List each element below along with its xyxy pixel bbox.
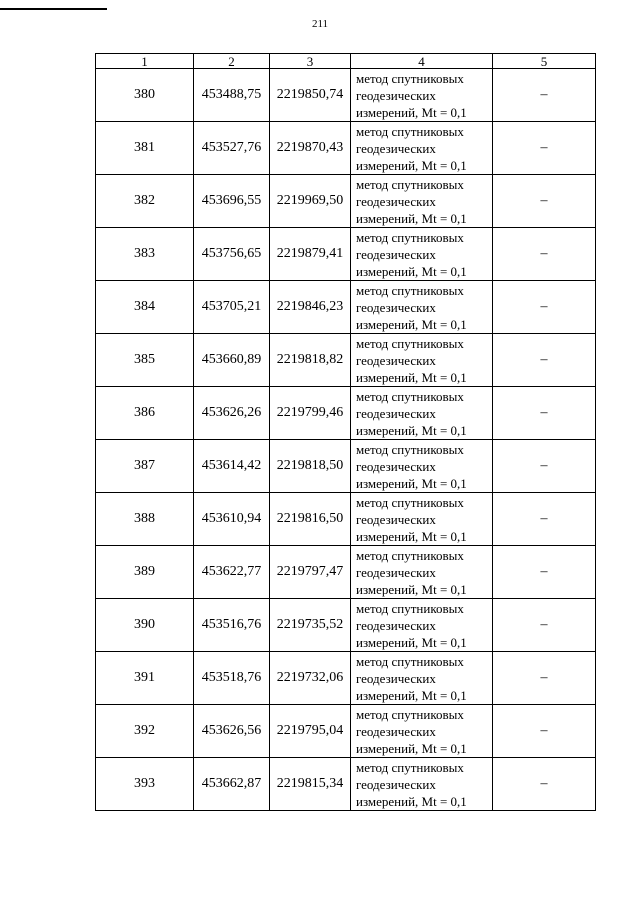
method-line: измерений, Mt = 0,1 <box>356 210 467 226</box>
method-line: геодезических <box>356 458 436 474</box>
y-coordinate-cell: 2219815,34 <box>270 758 351 811</box>
note-cell: – <box>493 334 596 387</box>
method-line: метод спутниковых <box>356 176 464 192</box>
method-cell <box>351 758 493 811</box>
header-row <box>96 54 596 69</box>
method-line: геодезических <box>356 511 436 527</box>
method-line: метод спутниковых <box>356 123 464 139</box>
y-coordinate-cell: 2219870,43 <box>270 122 351 175</box>
table-row <box>96 493 596 546</box>
method-line: метод спутниковых <box>356 494 464 510</box>
point-number-cell: 382 <box>96 175 194 228</box>
method-line: измерений, Mt = 0,1 <box>356 581 467 597</box>
note-cell: – <box>493 281 596 334</box>
method-cell <box>351 175 493 228</box>
method-line: метод спутниковых <box>356 441 464 457</box>
x-coordinate-cell: 453696,55 <box>194 175 270 228</box>
x-coordinate-cell: 453516,76 <box>194 599 270 652</box>
method-cell <box>351 705 493 758</box>
note-cell: – <box>493 758 596 811</box>
y-coordinate-cell: 2219818,50 <box>270 440 351 493</box>
point-number-cell: 387 <box>96 440 194 493</box>
table-row <box>96 281 596 334</box>
y-coordinate-cell: 2219735,52 <box>270 599 351 652</box>
x-coordinate-cell: 453626,26 <box>194 387 270 440</box>
header-col-4: 4 <box>351 54 493 69</box>
table-row <box>96 652 596 705</box>
header-col-2: 2 <box>194 54 270 69</box>
table-row <box>96 440 596 493</box>
method-line: геодезических <box>356 564 436 580</box>
method-line: геодезических <box>356 87 436 103</box>
y-coordinate-cell: 2219846,23 <box>270 281 351 334</box>
x-coordinate-cell: 453488,75 <box>194 69 270 122</box>
method-line: геодезических <box>356 670 436 686</box>
method-line: метод спутниковых <box>356 600 464 616</box>
method-line: геодезических <box>356 405 436 421</box>
note-cell: – <box>493 652 596 705</box>
point-number-cell: 393 <box>96 758 194 811</box>
x-coordinate-cell: 453660,89 <box>194 334 270 387</box>
point-number-cell: 380 <box>96 69 194 122</box>
x-coordinate-cell: 453622,77 <box>194 546 270 599</box>
method-line: метод спутниковых <box>356 229 464 245</box>
method-line: геодезических <box>356 352 436 368</box>
x-coordinate-cell: 453626,56 <box>194 705 270 758</box>
table-row <box>96 122 596 175</box>
page-number: 211 <box>311 18 329 30</box>
y-coordinate-cell: 2219732,06 <box>270 652 351 705</box>
method-cell <box>351 228 493 281</box>
note-cell: – <box>493 705 596 758</box>
table-header <box>96 54 596 69</box>
note-cell: – <box>493 228 596 281</box>
method-cell <box>351 122 493 175</box>
header-col-1: 1 <box>96 54 194 69</box>
point-number-cell: 391 <box>96 652 194 705</box>
x-coordinate-cell: 453705,21 <box>194 281 270 334</box>
x-coordinate-cell: 453527,76 <box>194 122 270 175</box>
y-coordinate-cell: 2219850,74 <box>270 69 351 122</box>
method-cell <box>351 652 493 705</box>
method-line: измерений, Mt = 0,1 <box>356 528 467 544</box>
note-cell: – <box>493 69 596 122</box>
x-coordinate-cell: 453610,94 <box>194 493 270 546</box>
coordinates-table <box>95 53 596 811</box>
note-cell: – <box>493 440 596 493</box>
note-cell: – <box>493 493 596 546</box>
point-number-cell: 389 <box>96 546 194 599</box>
method-line: измерений, Mt = 0,1 <box>356 263 467 279</box>
header-col-5: 5 <box>493 54 596 69</box>
x-coordinate-cell: 453614,42 <box>194 440 270 493</box>
method-line: измерений, Mt = 0,1 <box>356 475 467 491</box>
method-line: измерений, Mt = 0,1 <box>356 687 467 703</box>
table-row <box>96 69 596 122</box>
header-col-3: 3 <box>270 54 351 69</box>
method-line: измерений, Mt = 0,1 <box>356 316 467 332</box>
x-coordinate-cell: 453518,76 <box>194 652 270 705</box>
method-line: измерений, Mt = 0,1 <box>356 157 467 173</box>
method-line: метод спутниковых <box>356 335 464 351</box>
method-cell <box>351 599 493 652</box>
table-body <box>96 69 596 811</box>
method-line: измерений, Mt = 0,1 <box>356 104 467 120</box>
point-number-cell: 388 <box>96 493 194 546</box>
point-number-cell: 383 <box>96 228 194 281</box>
method-line: измерений, Mt = 0,1 <box>356 634 467 650</box>
x-coordinate-cell: 453662,87 <box>194 758 270 811</box>
method-cell <box>351 493 493 546</box>
method-line: геодезических <box>356 776 436 792</box>
y-coordinate-cell: 2219797,47 <box>270 546 351 599</box>
point-number-cell: 381 <box>96 122 194 175</box>
note-cell: – <box>493 175 596 228</box>
method-line: геодезических <box>356 193 436 209</box>
point-number-cell: 384 <box>96 281 194 334</box>
y-coordinate-cell: 2219799,46 <box>270 387 351 440</box>
method-line: геодезических <box>356 617 436 633</box>
method-line: метод спутниковых <box>356 388 464 404</box>
table-row <box>96 228 596 281</box>
point-number-cell: 385 <box>96 334 194 387</box>
method-cell <box>351 440 493 493</box>
method-line: измерений, Mt = 0,1 <box>356 422 467 438</box>
method-line: измерений, Mt = 0,1 <box>356 369 467 385</box>
table-row <box>96 334 596 387</box>
method-cell <box>351 546 493 599</box>
table-row <box>96 546 596 599</box>
note-cell: – <box>493 546 596 599</box>
point-number-cell: 390 <box>96 599 194 652</box>
method-line: измерений, Mt = 0,1 <box>356 740 467 756</box>
method-line: геодезических <box>356 246 436 262</box>
table-row <box>96 387 596 440</box>
y-coordinate-cell: 2219969,50 <box>270 175 351 228</box>
y-coordinate-cell: 2219816,50 <box>270 493 351 546</box>
method-line: метод спутниковых <box>356 706 464 722</box>
note-cell: – <box>493 122 596 175</box>
table-row <box>96 175 596 228</box>
y-coordinate-cell: 2219818,82 <box>270 334 351 387</box>
note-cell: – <box>493 599 596 652</box>
method-cell <box>351 387 493 440</box>
method-line: измерений, Mt = 0,1 <box>356 793 467 809</box>
note-cell: – <box>493 387 596 440</box>
y-coordinate-cell: 2219795,04 <box>270 705 351 758</box>
y-coordinate-cell: 2219879,41 <box>270 228 351 281</box>
method-line: геодезических <box>356 299 436 315</box>
method-line: метод спутниковых <box>356 547 464 563</box>
method-line: геодезических <box>356 140 436 156</box>
point-number-cell: 392 <box>96 705 194 758</box>
method-line: геодезических <box>356 723 436 739</box>
table-row <box>96 705 596 758</box>
method-line: метод спутниковых <box>356 282 464 298</box>
method-cell <box>351 69 493 122</box>
method-line: метод спутниковых <box>356 653 464 669</box>
method-cell <box>351 281 493 334</box>
method-line: метод спутниковых <box>356 70 464 86</box>
x-coordinate-cell: 453756,65 <box>194 228 270 281</box>
method-line: метод спутниковых <box>356 759 464 775</box>
top-rule <box>0 8 107 10</box>
point-number-cell: 386 <box>96 387 194 440</box>
table-row <box>96 758 596 811</box>
method-cell <box>351 334 493 387</box>
table-row <box>96 599 596 652</box>
